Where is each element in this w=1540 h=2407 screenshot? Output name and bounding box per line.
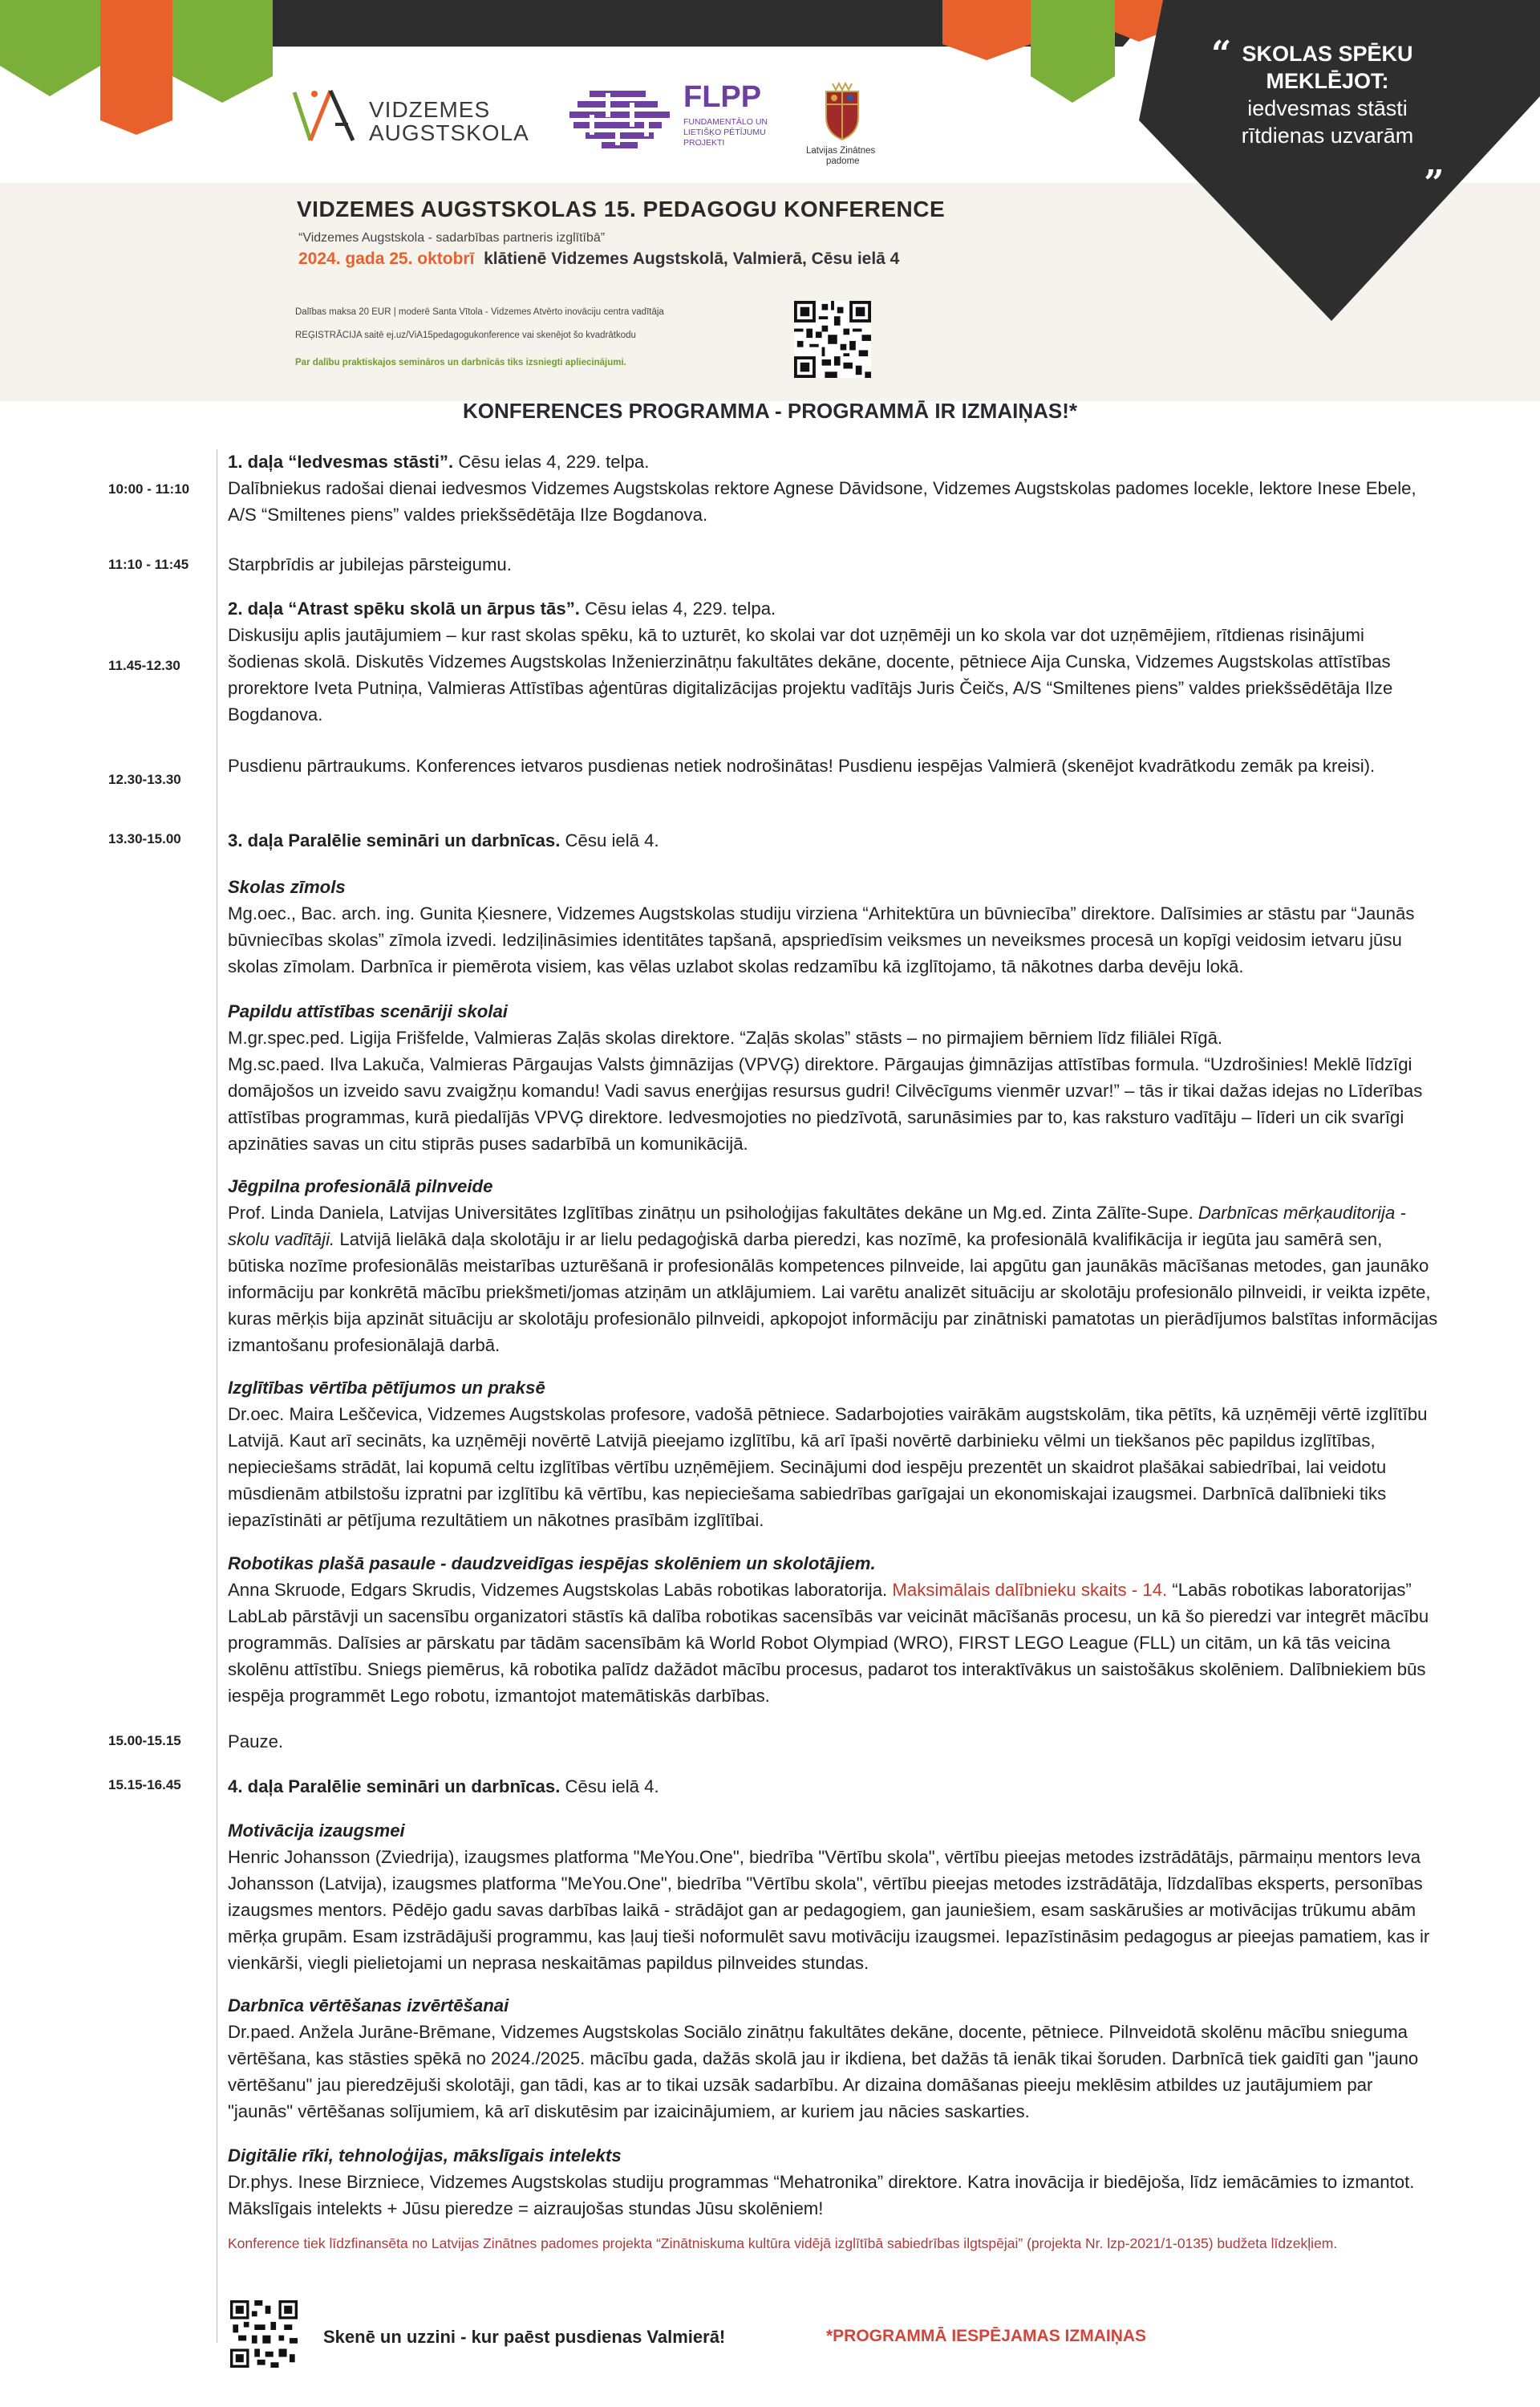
green-tab-left bbox=[172, 0, 273, 103]
session-4-location: Cēsu ielā 4. bbox=[560, 1776, 659, 1796]
session-2-title: 2. daļa “Atrast spēku skolā un ārpus tās”. bbox=[228, 599, 580, 619]
registration-info bbox=[295, 331, 636, 340]
workshop-education-value bbox=[228, 1374, 1439, 1533]
break-1: Starpbrīdis ar jubilejas pārsteigumu. bbox=[228, 554, 512, 574]
workshop-text: M.gr.spec.ped. Ligija Frišfelde, Valmieras Zaļās skolas direktore. “Zaļās skolas” stāsts – no pirmajiem bērniem līdz filiālei Rīgā. bbox=[228, 1028, 1223, 1048]
workshop-school-brand bbox=[228, 874, 1439, 980]
lunch-break: Pusdienu pārtraukums. Konferences ietvaros pusdienas netiek nodrošinātas! Pusdienu iespējas Valmierā (skenējot kvadrātkodu zemāk pa kreisi). bbox=[228, 756, 1376, 776]
session-1-title: 1. daļa “Iedvesmas stāsti”. bbox=[228, 452, 454, 472]
conference-date-place bbox=[298, 250, 899, 269]
workshop-title: Robotikas plašā pasaule - daudzveidīgas iespējas skolēniem un skolotājiem. bbox=[228, 1553, 876, 1573]
orange-tab-right bbox=[942, 0, 1031, 60]
time-slot: 13.30-15.00 bbox=[108, 831, 181, 846]
time-slot: 12.30-13.30 bbox=[108, 772, 181, 787]
program-title: KONFERENCES PROGRAMMA - PROGRAMMĀ IR IZMAIŅAS!* bbox=[462, 399, 1078, 423]
workshop-digital-tools bbox=[228, 2142, 1439, 2222]
funding-note: Konference tiek līdzfinansēta no Latvijas Zinātnes padomes projekta “Zinātniskuma kultūra vidējā izglītībā sabiedrības ilgtspējai” (projekta Nr. lzp-2021/1-0135) budžeta līdzekļiem. bbox=[228, 2235, 1338, 2251]
quote-box bbox=[1219, 40, 1436, 149]
workshop-title: Jēgpilna profesionālā pilnveide bbox=[228, 1176, 493, 1196]
session-3 bbox=[228, 827, 1439, 854]
workshop-text: Anna Skruode, Edgars Skrudis, Vidzemes Augstskolas Labās robotikas laboratorija. bbox=[228, 1580, 893, 1600]
workshop-title: Darbnīca vērtēšanas izvērtēšanai bbox=[228, 1995, 509, 2015]
vidzemes-line2: AUGSTSKOLA bbox=[369, 120, 529, 145]
conference-title: VIDZEMES AUGSTSKOLAS 15. PEDAGOGU KONFERENCE bbox=[297, 197, 946, 221]
conference-subtitle: “Vidzemes Augstskola - sadarbības partneris izglītībā” bbox=[298, 231, 606, 245]
session-1-text: Dalībniekus radošai dienai iedvesmos Vidzemes Augstskolas rektore Agnese Dāvidsone, Vidzemes Augstskolas padomes locekle, lektore Inese Ebele, A/S “Smiltenes piens” valdes priekšsēdētāja Ilze Bogdanova. bbox=[228, 478, 1416, 525]
workshop-audience: Darbnīcas mērķauditorija - skolu vadītāji. bbox=[228, 1203, 1406, 1249]
lzp-line2: padome bbox=[826, 156, 860, 166]
lunch-qr-code[interactable] bbox=[230, 2300, 298, 2368]
vidzemes-line1: VIDZEMES bbox=[369, 97, 491, 122]
workshop-text: Mg.oec., Bac. arch. ing. Gunita Ķiesnere, Vidzemes Augstskolas studiju virziena “Arhitektūra un būvniecība” direktore. Dalīsimies ar stāstu par “Jaunās būvniecības skolas” zīmola izvedi. Iedziļināsimies identitātes tapšanā, apspriedīsim veiksmes un neveiksmes procesā un kopīgi veidosim ietvaru jūsu skolas zīmolam. Darbnīca ir piemērota visiem, kas vēlas uzlabot skolas redzamību kā izglītojamo, tā nākotnes darba devēju lokā. bbox=[228, 903, 1415, 976]
flpp-sub3: PROJEKTI bbox=[683, 138, 725, 148]
time-slot: 10:00 - 11:10 bbox=[108, 481, 190, 497]
conference-date: 2024. gada 25. oktobrī bbox=[298, 250, 475, 268]
session-4 bbox=[228, 1773, 1439, 1800]
quote-close-mark: „ bbox=[1424, 143, 1445, 184]
certificate-info: Par dalību praktiskajos semināros un darbnīcās tiks izsniegti apliecinājumi. bbox=[295, 358, 626, 367]
workshop-text: Dr.oec. Maira Leščevica, Vidzemes Augstskolas profesore, vadošā pētniece. Sadarbojoties vairākām augstskolām, tika pētīts, kā uzņēmēji vērtē izglītību Latvijā. Kaut arī secināts, ka uzņēmēji novērtē Latvijā pieejamo izglītību, kā arī īpaši novērtē darbinieku vēlmi un tiekšanos pēc papildus izglītības, nepieciešams strādāt, lai kopumā celtu izglītības vērtību uzņēmējiem. Secinājumi dod iespēju prezentēt un skaidrot plašākai sabiedrībai, lai veidotu mūsdienām atbilstošu izpratni par izglītību kā vērtību, kas nepieciešama sabiedrības garīgajai un ekonomiskajai izaugsmei. Darbnīcā dalībnieki tiks iepazīstināti ar pētījuma rezultātiem un nākotnes prasībām izglītībai. bbox=[228, 1404, 1428, 1530]
workshop-text: “Labās robotikas laboratorijas” LabLab pārstāvji un sacensību organizatori stāstīs kā dalība robotikas sacensībās var veicināt mācīšanās procesu, un kā šo pieredzi var integrēt mācību programmās. Dalīsies ar pārskatu par tādām sacensībām kā World Robot Olympiad (WRO), FIRST LEGO League (FLL) un citām, un kā tās veicina skolēnu attīstību. Sniegs piemērus, kā robotika palīdz dažādot mācību procesus, padarot tos interaktīvākus un saistošākus skolēniem. Dalībniekiem būs iespēja programmēt Lego robotu, izmantojot matemātiskās darbības. bbox=[228, 1580, 1429, 1706]
changes-note: *PROGRAMMĀ IESPĒJAMAS IZMAIŅAS bbox=[826, 2327, 1147, 2345]
quote-line2: MEKLĒJOT: bbox=[1266, 69, 1389, 93]
time-slot: 11:10 - 11:45 bbox=[108, 557, 189, 572]
workshop-motivation bbox=[228, 1817, 1439, 1976]
workshop-robotics bbox=[228, 1550, 1439, 1709]
workshop-text: Henric Johansson (Zviedrija), izaugsmes platforma "MeYou.One", biedrība "Vērtību skola", vērtību pieejas metodes izstrādātājs, pārmaiņu mentors Ieva Johansson (Latvija), izaugsmes platforma "MeYou.One", biedrība "Vērtību skola", vērtību pieejas metodes izstrādātāja, līdzdalības eksperts, personības izaugsmes mentors. Pēdējo gadu savas darbības laikā - strādājot gan ar pedagogiem, gan jauniešiem, esam saskārušies ar motivācijas trūkumu abām mērķa grupām. Esam izstrādājuši programmu, kas ļauj tieši noformulēt savu motivāciju izaugsmei. Iepazīstināsim pedagogus ar pieejas pamatiem, kas ir vienkārši, viegli pielietojami un neprasa neskaitāmas papildus pilnveides stundas. bbox=[228, 1847, 1430, 1973]
conference-place: klātienē Vidzemes Augstskolā, Valmierā, Cēsu ielā 4 bbox=[484, 250, 900, 268]
quote-open-mark: “ bbox=[1211, 34, 1232, 75]
workshop-title: Skolas zīmols bbox=[228, 877, 346, 897]
flpp-sub1: FUNDAMENTĀLO UN bbox=[683, 117, 768, 127]
workshop-assessment bbox=[228, 1992, 1439, 2125]
workshop-title: Digitālie rīki, tehnoloģijas, mākslīgais intelekts bbox=[228, 2145, 622, 2165]
pause: Pauze. bbox=[228, 1731, 284, 1751]
fee-info: Dalības maksa 20 EUR | moderē Santa Vītola - Vidzemes Atvērto inovāciju centra vadītāja bbox=[295, 307, 664, 317]
lzp-line1: Latvijas Zinātnes bbox=[806, 146, 876, 156]
workshop-development-scenarios bbox=[228, 998, 1439, 1157]
workshop-title: Motivācija izaugsmei bbox=[228, 1820, 405, 1841]
workshop-text: Dr.paed. Anžela Jurāne-Brēmane, Vidzemes Augstskolas Sociālo zinātņu fakultātes dekāne, docente, pētniece. Pilnveidotā skolēnu mācību snieguma vērtēšana, kas stāsties spēkā no 2024./2025. mācību gada, dažās skolā jau ir ikdiena, bet dažās tā ienāk tikai šoruden. Darbnīcā tiek gaidīti gan "jauno vērtēšanu" jau pieredzējuši skolotāji, gan tādi, kas ar to tikai uzsāk sadarbību. Ar dizaina domāšanas pieeju meklēsim atbildes uz jautājumiem par "jaunās" vērtēšanas solījumiem, kā arī diskutēsim par izaicinājumiem, ar kuriem jau nācies saskarties. bbox=[228, 2022, 1419, 2121]
quote-line3: iedvesmas stāsti bbox=[1247, 96, 1408, 120]
time-slot: 15.00-15.15 bbox=[108, 1733, 181, 1748]
workshop-professional-development bbox=[228, 1173, 1439, 1358]
quote-line4: rītdienas uzvarām bbox=[1241, 124, 1414, 148]
workshop-text: Mg.sc.paed. Ilva Lakuča, Valmieras Pārgaujas Valsts ģimnāzijas (VPVĢ) direktore. Pārgaujas ģimnāzijas attīstības formula. “Uzdrošinies! Meklē līdzīgi domājošos un izveido savu zvaigžņu komandu! Vadi savus enerģijas resursus gudri! Cilvēcīgums vienmēr uzvar!” – tās ir tikai dažas idejas no Līderības attīstības programmas, kurā piedalījās VPVĢ direktore. Iedvesmojoties no piedzīvotā, sarunāsimies par to, kas raksturo vadītāju – līderi un cik svarīgi apzināties savas un citu stiprās puses sadarbībā un komunikācijā. bbox=[228, 1054, 1423, 1154]
session-3-location: Cēsu ielā 4. bbox=[560, 830, 659, 850]
lunch-scan-text: Skenē un uzzini - kur paēst pusdienas Valmierā! bbox=[323, 2327, 726, 2347]
flpp-title: FLPP bbox=[683, 80, 762, 114]
session-4-title: 4. daļa Paralēlie semināri un darbnīcas. bbox=[228, 1776, 561, 1796]
session-2-text: Diskusiju aplis jautājumiem – kur rast skolas spēku, kā to uzturēt, ko skolai var dot uzņēmēji un ko skola var dot uzņēmējiem, rītdienas risinājumi šodienas skolā. Diskutēs Vidzemes Augstskolas Inženierzinātņu fakultātes dekāne, docente, pētniece Aija Cunska, Vidzemes Augstskolas attīstības prorektore Iveta Putniņa, Valmieras Attīstības aģentūras digitalizācijas projektu vadītājs Juris Čeičs, A/S “Smiltenes piens” valdes priekšsēdētāja Ilze Bogdanova. bbox=[228, 625, 1393, 725]
green-tab-right bbox=[1031, 0, 1115, 103]
session-1 bbox=[228, 449, 1439, 528]
flpp-maze-logo bbox=[565, 87, 674, 151]
flpp-sub2: LIETIŠĶO PĒTĪJUMU bbox=[683, 128, 766, 137]
time-slot: 11.45-12.30 bbox=[108, 658, 180, 673]
vidzemes-augstskola-logo bbox=[290, 84, 363, 148]
registration-text[interactable]: saitē ej.uz/ViA15pedagogukonference vai skenējot šo kvadrātkodu bbox=[364, 331, 636, 340]
session-2 bbox=[228, 595, 1439, 728]
session-3-title: 3. daļa Paralēlie semināri un darbnīcas. bbox=[228, 830, 561, 850]
workshop-title: Papildu attīstības scenāriji skolai bbox=[228, 1001, 508, 1021]
orange-tab-left bbox=[100, 0, 172, 135]
max-participants-note: Maksimālais dalībnieku skaits - 14. bbox=[892, 1580, 1168, 1600]
workshop-text: Dr.phys. Inese Birzniece, Vidzemes Augstskolas studiju programmas “Mehatronika” direktore. Katra inovācija ir biedējoša, līdz iemācāmies to izmantot. Mākslīgais intelekts + Jūsu pieredze = aizraujošas stundas Jūsu skolēniem! bbox=[228, 2172, 1415, 2218]
green-chevron-left bbox=[0, 0, 100, 96]
quote-line1: SKOLAS SPĒKU bbox=[1242, 42, 1413, 66]
registration-qr-code[interactable] bbox=[794, 301, 871, 378]
workshop-text: Latvijā lielākā daļa skolotāju ir ar lielu pedagoģiskā darba pieredzi, kas nozīmē, ka profesionālā kvalifikācija ir iegūta jau samērā sen, būtiska nozīme profesionālās meistarības uzturēšanā ir profesionālās kompetences pilnveide, lai apgūtu gan jaunākās mācīšanas metodes, gan jaunāko informāciju par konkrētā mācību priekšmeti/jomas atziņām un atklājumiem. Lai varētu analizēt situāciju ar skolotāju profesionālo pilnveidi, ir veikta izpēte, kuras mērķis bija apzināt situāciju ar skolotāju profesionālo pilnveidi, apkopojot informāciju par zinātniski pamatotas un pierādījumos balstītas informācijas izmantošanu profesionālajā darbā. bbox=[228, 1229, 1438, 1355]
workshop-title: Izglītības vērtība pētījumos un praksē bbox=[228, 1378, 545, 1398]
session-2-location: Cēsu ielas 4, 229. telpa. bbox=[579, 599, 776, 619]
lzp-coat-of-arms-icon bbox=[817, 80, 868, 144]
time-slot: 15.15-16.45 bbox=[108, 1777, 181, 1792]
registration-label: REĢISTRĀCIJA bbox=[295, 331, 363, 340]
workshop-text: Prof. Linda Daniela, Latvijas Universitātes Izglītības zinātņu un psiholoģijas fakultātes dekāne un Mg.ed. Zinta Zālīte-Supe. bbox=[228, 1203, 1198, 1223]
session-1-location: Cēsu ielas 4, 229. telpa. bbox=[453, 452, 650, 472]
